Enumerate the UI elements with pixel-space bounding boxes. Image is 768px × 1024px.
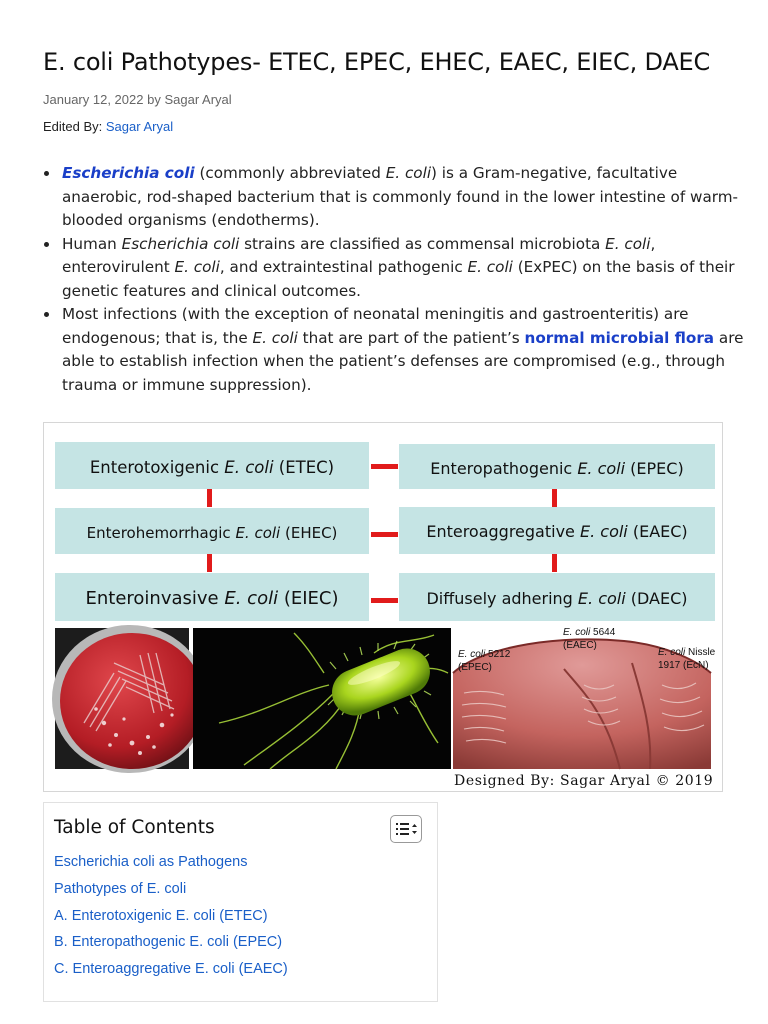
table-of-contents <box>43 802 438 1002</box>
italic-text: E. coli <box>467 258 513 276</box>
italic-text: E. coli <box>174 258 220 276</box>
toc-link-eaec[interactable]: C. Enteroaggregative E. coli (EAEC) <box>54 961 288 978</box>
plate-label-eaec-sub: (EAEC) <box>563 640 597 651</box>
bacterium-illustration <box>193 628 451 769</box>
box-daec-label: Diffusely adhering E. coli (DAEC) <box>426 589 688 608</box>
text: that are part of the patient’s <box>297 328 525 347</box>
toc-item <box>54 903 288 930</box>
box-eiec-label: Enteroinvasive E. coli (EIEC) <box>85 588 339 609</box>
text: ) is a Gram-negative, facultative anaerobic, rod-shaped bacterium that is commonly found in the lower intestine of warm-blooded organisms (endotherms). <box>62 164 738 229</box>
toc-item <box>54 849 288 876</box>
post-author[interactable]: Sagar Aryal <box>164 92 232 107</box>
plate-label-ecn: E. coli Nissle <box>658 647 716 658</box>
post-by: by <box>147 92 161 107</box>
box-epec-label: Enteropathogenic E. coli (EPEC) <box>430 459 684 478</box>
intro-bullets <box>42 162 750 397</box>
toc-link-epec[interactable]: B. Enteropathogenic E. coli (EPEC) <box>54 934 283 951</box>
toc-item <box>54 929 288 956</box>
plate-label-eaec: E. coli 5644 <box>563 627 616 638</box>
text: are able to establish infection when the patient’s defenses are compromised (e.g., through trauma or immune suppression). <box>62 328 744 394</box>
list-toggle-icon <box>391 816 421 842</box>
edited-by <box>43 119 173 134</box>
italic-text: E. coli <box>605 234 651 253</box>
box-etec-label: Enterotoxigenic E. coli (ETEC) <box>89 458 335 477</box>
figure-credit: Designed By: Sagar Aryal © 2019 <box>454 773 714 789</box>
plate-label-ecn-sub: 1917 (EcN) <box>658 660 709 671</box>
toc-item <box>54 876 288 903</box>
toc-link-pathogens[interactable]: Escherichia coli as Pathogens <box>54 854 248 870</box>
box-ehec-label: Enterohemorrhagic E. coli (EHEC) <box>86 524 338 542</box>
text: (commonly abbreviated <box>194 164 386 182</box>
escherichia-coli-link[interactable]: Escherichia coli <box>62 164 195 182</box>
toc-list <box>54 849 288 983</box>
list-item <box>60 303 750 397</box>
page-title: E. coli Pathotypes- ETEC, EPEC, EHEC, EAEC, EIEC, DAEC <box>43 48 711 76</box>
text: Human <box>62 234 122 253</box>
text: Most infections (with the exception of neonatal meningitis and gastroenteritis) are endogenous; that is, the <box>62 305 689 347</box>
toc-link-pathotypes[interactable]: Pathotypes of E. coli <box>54 880 187 897</box>
toc-title: Table of Contents <box>54 817 215 838</box>
list-item <box>60 233 750 304</box>
toc-item <box>54 956 288 983</box>
post-meta <box>43 92 232 107</box>
text: strains are classified as commensal microbiota <box>239 234 606 253</box>
text: (ExPEC) on the basis of their genetic features and clinical outcomes. <box>62 258 735 300</box>
normal-microbial-flora-link[interactable]: normal microbial flora <box>524 328 715 347</box>
toc-link-etec[interactable]: A. Enterotoxigenic E. coli (ETEC) <box>54 907 268 924</box>
pathotypes-figure[interactable] <box>43 422 723 792</box>
editor-link[interactable]: Sagar Aryal <box>105 119 174 134</box>
text: , enterovirulent <box>62 234 656 276</box>
italic-text: E. coli <box>385 164 432 182</box>
plate-label-epec: E. coli 5212 <box>458 649 511 660</box>
italic-text: Escherichia coli <box>121 234 240 253</box>
box-eaec-label: Enteroaggregative E. coli (EAEC) <box>426 522 688 541</box>
labeled-agar-photo <box>453 627 716 769</box>
toc-toggle-button[interactable] <box>390 815 422 843</box>
post-date[interactable]: January 12, 2022 <box>43 92 144 107</box>
italic-text: E. coli <box>252 328 298 347</box>
agar-plate-photo <box>52 625 208 773</box>
plate-label-epec-sub: (EPEC) <box>458 662 492 673</box>
text: , and extraintestinal pathogenic <box>219 258 468 276</box>
pathotypes-figure-graphic <box>44 423 722 791</box>
edited-by-label: Edited By: <box>43 119 103 134</box>
list-item <box>60 162 750 233</box>
